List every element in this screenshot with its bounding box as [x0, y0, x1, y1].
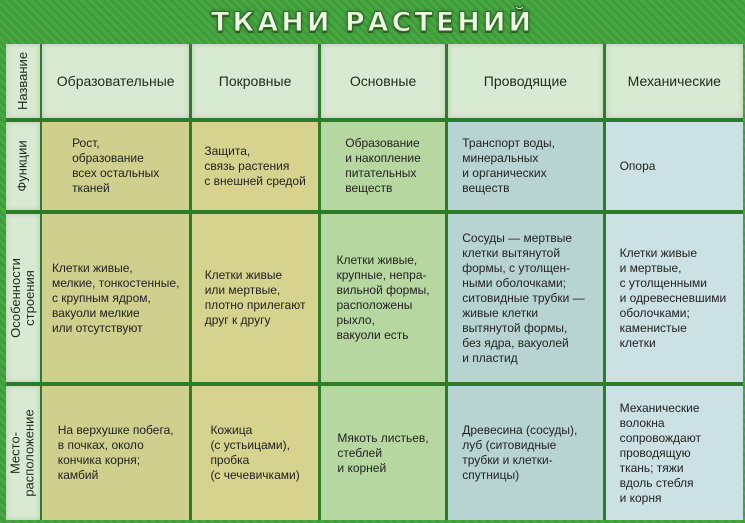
- column-header-conductive: Проводящие: [448, 44, 602, 118]
- location-cell-ground: Мякоть листьев, стеблей и корней: [321, 386, 445, 520]
- functions-cell-educational: Рост, образование всех остальных тканей: [42, 122, 189, 210]
- column-header-ground: Основные: [321, 44, 445, 118]
- structure-cell-conductive: Сосуды — мертвые клетки вытянутой формы, с утолщен- ными оболочками; ситовидные трубки — живые клетки вытянутой формы, без ядра, вакуолей и пластид: [448, 214, 602, 382]
- row-header-name-label: Название: [15, 51, 30, 111]
- row-header-functions: [6, 122, 40, 210]
- row-header-structure: [6, 214, 40, 382]
- structure-row: [42, 214, 743, 382]
- column-header-integumentary: Покровные: [192, 44, 317, 118]
- structure-cell-ground: Клетки живые, крупные, непра- вильной формы, расположены рыхло, вакуоли есть: [321, 214, 445, 382]
- row-header-functions-label: Функции: [15, 140, 31, 192]
- plant-tissues-table: [6, 44, 743, 520]
- location-cell-integumentary: Кожица (с устьицами), пробка (с чечевичками): [192, 386, 317, 520]
- row-header-location-label: Место- расположение: [8, 409, 38, 497]
- functions-cell-ground: Образование и накопление питательных веществ: [321, 122, 445, 210]
- structure-cell-mechanical: Клетки живые и мертвые, с утолщенными и одревесневшими оболочками; каменистые клетки: [606, 214, 743, 382]
- column-header-educational: Образовательные: [42, 44, 189, 118]
- location-row: [42, 386, 743, 520]
- row-header-name: [6, 44, 40, 118]
- structure-cell-integumentary: Клетки живые или мертвые, плотно прилегают друг к другу: [192, 214, 317, 382]
- page-title: ТКАНИ РАСТЕНИЙ: [210, 6, 535, 38]
- location-cell-mechanical: Механические волокна сопровождают проводящую ткань; тяжи вдоль стебля и корня: [606, 386, 743, 520]
- column-header-mechanical: Механические: [606, 44, 743, 118]
- functions-row: [42, 122, 743, 210]
- column-header-row: [42, 44, 743, 118]
- row-header-structure-label: Особенности строения: [8, 258, 38, 338]
- functions-cell-conductive: Транспорт воды, минеральных и органических веществ: [448, 122, 602, 210]
- structure-cell-educational: Клетки живые, мелкие, тонкостенные, с крупным ядром, вакуоли мелкие или отсутствуют: [42, 214, 189, 382]
- functions-cell-integumentary: Защита, связь растения с внешней средой: [192, 122, 317, 210]
- functions-cell-mechanical: Опора: [606, 122, 743, 210]
- location-cell-educational: На верхушке побега, в почках, около кончика корня; камбий: [42, 386, 189, 520]
- row-header-location: [6, 386, 40, 520]
- location-cell-conductive: Древесина (сосуды), луб (ситовидные трубки и клетки- спутницы): [448, 386, 602, 520]
